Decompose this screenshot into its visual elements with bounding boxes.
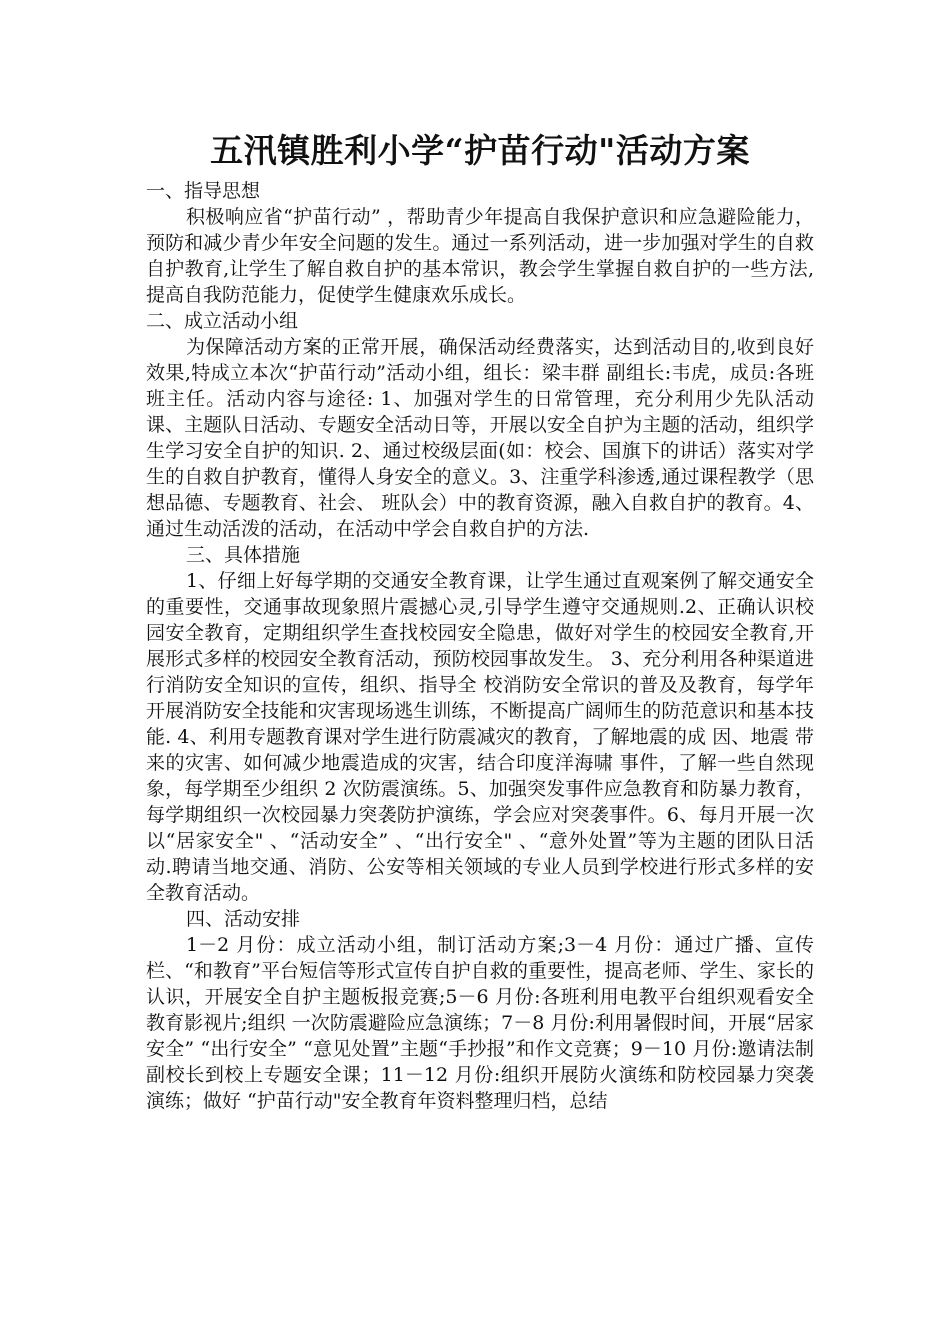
section-guiding-thought <box>146 178 814 308</box>
section-paragraph: 为保障活动方案的正常开展，确保活动经费落实，达到活动目的,收到良好效果,特成立本次“护苗行动”活动小组，组长：梁丰群 副组长:韦虎，成员:各班班主任。活动内容与途径: 1、加强对学生的日常管理，充分利用少先队活动课、主题队日活动、专题安全活动日等，开展以安全自护为主题的活动，组织学生学习安全自护的知识. 2、通过校级层面(如：校会、国旗下的讲话）落实对学生的自救自护教育，懂得人身安全的意义。3、注重学科渗透,通过课程教学（思想品德、专题教育、社会、 班队会）中的教育资源，融入自救自护的教育。4、通过生动活泼的活动，在活动中学会自救自护的方法. <box>146 336 814 540</box>
section-paragraph: 1、仔细上好每学期的交通安全教育课，让学生通过直观案例了解交通安全的重要性，交通事故现象照片震撼心灵,引导学生遵守交通规则.2、正确认识校园安全教育，定期组织学生查找校园安全隐患，做好对学生的校园安全教育,开展形式多样的校园安全教育活动，预防校园事故发生。 3、充分利用各种渠道进行消防安全知识的宣传，组织、指导全 校消防安全常识的普及及教育，每学年开展消防安全技能和灾害现场逃生训练，不断提高广阔师生的防范意识和基本技能. 4、利用专题教育课对学生进行防震减灾的教育，了解地震的成 因、地震 带来的灾害、如何减少地震造成的灾害，结合印度洋海啸 事件，了解一些自然现象，每学期至少组织 2 次防震演练。5、加强突发事件应急教育和防暴力教育，每学期组织一次校园暴力突袭防护演练，学会应对突袭事件。6、每月开展一次以“居家安全" 、“活动安全” 、“出行安全" 、“意外处置”等为主题的团队日活动.聘请当地交通、消防、公安等相关领域的专业人员到学校进行形式多样的安全教育活动。 <box>146 570 814 904</box>
section-heading: 二、成立活动小组 <box>146 310 299 332</box>
section-paragraph: 积极响应省“护苗行动” ，帮助青少年提高自我保护意识和应急避险能力，预防和减少青少年安全问题的发生。通过一系列活动，进一步加强对学生的自救自护教育,让学生了解自救自护的基本常识，教会学生掌握自救自护的一些方法,提高自我防范能力，促使学生健康欢乐成长。 <box>146 206 814 306</box>
section-activity-group <box>146 308 814 542</box>
document-title: 五汛镇胜利小学“护苗行动"活动方案 <box>210 131 750 170</box>
section-heading: 一、指导思想 <box>146 180 261 202</box>
section-paragraph: 1－2 月份：成立活动小组，制订活动方案;3－4 月份：通过广播、宣传栏、“和教育”平台短信等形式宣传自护自救的重要性，提高老师、学生、家长的认识，开展安全自护主题板报竞赛;5－6 月份:各班利用电教平台组织观看安全教育影视片;组织 一次防震避险应急演练；7－8 月份:利用暑假时间，开展“居家安全” “出行安全” “意见处置”主题“手抄报”和作文竞赛；9－10 月份:邀请法制副校长到校上专题安全课；11－12 月份:组织开展防火演练和防校园暴力突袭演练；做好 “护苗行动"安全教育年资料整理归档，总结 <box>146 934 814 1112</box>
section-activity-schedule <box>146 906 814 1114</box>
document-page <box>146 128 814 1114</box>
section-heading: 三、具体措施 <box>186 544 301 566</box>
section-heading: 四、活动安排 <box>186 908 301 930</box>
section-specific-measures <box>146 542 814 906</box>
